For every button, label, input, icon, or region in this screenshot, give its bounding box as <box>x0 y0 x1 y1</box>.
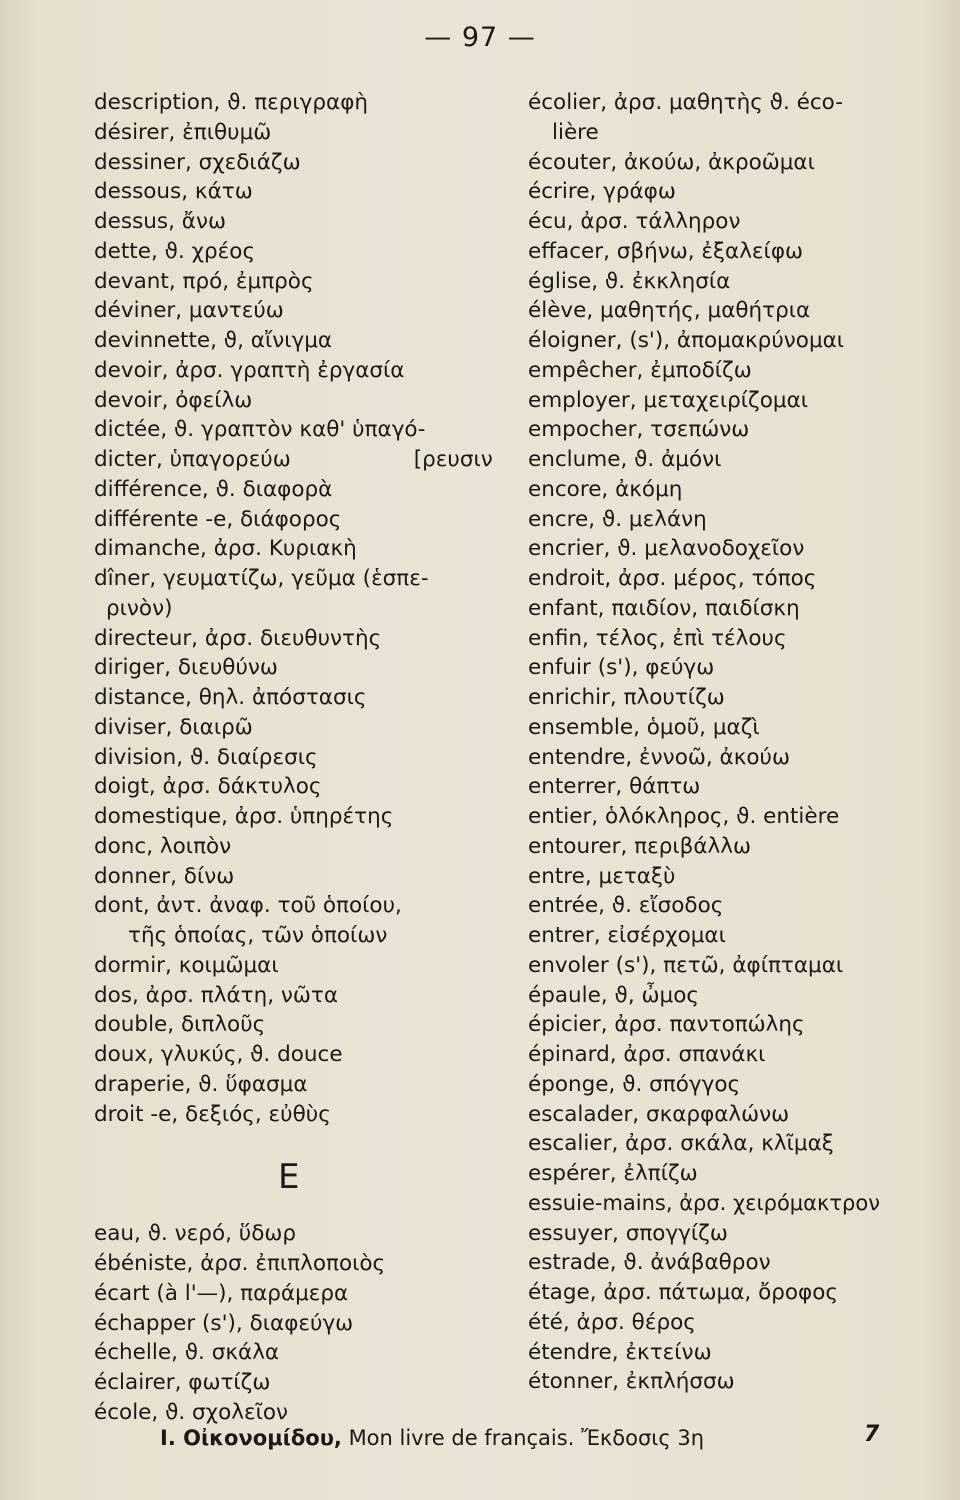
dictionary-entry: directeur, ἀρσ. διευθυντὴς <box>94 625 382 651</box>
dictionary-entry: dimanche, ἀρσ. Κυριακὴ <box>94 536 357 562</box>
dictionary-entry: école, ϑ. σχολεῖον <box>94 1399 289 1425</box>
dictionary-entry: droit -e, δεξιός, εὐθὺς <box>94 1101 331 1127</box>
entries-d-list <box>94 88 494 1129</box>
dictionary-entry: différence, ϑ. διαφορὰ <box>94 476 333 502</box>
dictionary-entry: enterrer, θάπτω <box>528 774 701 800</box>
dictionary-entry: escalier, ἀρσ. σκάλα, κλῖμαξ <box>528 1131 834 1157</box>
dictionary-entry: élève, μαθητής, μαθήτρια <box>528 298 811 324</box>
dictionary-entry: écouter, ἀκούω, ἀκροῶμαι <box>528 149 815 175</box>
dictionary-entry: dictée, ϑ. γραπτὸν καθ' ὑπαγό- <box>94 417 426 443</box>
dictionary-entry: été, ἀρσ. θέρος <box>528 1309 696 1335</box>
dictionary-entry: envoler (s'), πετῶ, ἀφίπταμαι <box>528 952 844 978</box>
dictionary-entry-continuation: τῆς ὁποίας, τῶν ὁποίων <box>128 923 388 948</box>
dictionary-entry-continuation: ρινὸν) <box>106 595 173 621</box>
dictionary-entry: encrier, ϑ. μελανοδοχεῖον <box>528 536 805 562</box>
dictionary-entry: entrée, ϑ. εἴσοδος <box>528 893 724 919</box>
dictionary-entry: différente -e, διάφορος <box>94 506 342 532</box>
dictionary-entry: ébéniste, ἀρσ. ἐπιπλοποιὸς <box>94 1251 386 1276</box>
dictionary-entry: écart (à l'—), παράμερα <box>94 1280 349 1306</box>
dictionary-entry: étonner, ἐκπλήσσω <box>528 1369 735 1395</box>
dictionary-entry: domestique, ἀρσ. ὑπηρέτης <box>94 804 394 829</box>
dictionary-entry: écu, ἀρσ. τάλληρον <box>528 209 741 234</box>
dictionary-entry: double, διπλοῦς <box>94 1012 266 1038</box>
section-letter-e: E <box>278 1157 300 1198</box>
dictionary-entry: empêcher, ἐμποδίζω <box>528 357 752 383</box>
dictionary-entry: enfant, παιδίον, παιδίσκη <box>528 595 800 621</box>
footer-edition: Ἔκδοσις 3η <box>581 1426 705 1450</box>
dictionary-entry: draperie, ϑ. ὕφασμα <box>94 1071 308 1097</box>
dictionary-entry: église, ϑ. ἐκκλησία <box>528 268 731 294</box>
dictionary-entry: diviser, διαιρῶ <box>94 714 253 740</box>
dictionary-entry: essuyer, σπογγίζω <box>528 1220 728 1246</box>
dictionary-entry: diriger, διευθύνω <box>94 655 278 681</box>
dictionary-entry: donc, λοιπὸν <box>94 833 232 859</box>
dictionary-entry: dîner, γευματίζω, γεῦμα (ἑσπε- <box>94 566 429 591</box>
dictionary-entry: dessiner, σχεδιάζω <box>94 149 301 175</box>
dictionary-entry: dont, ἀντ. ἀναφ. τοῦ ὁποίου, <box>94 893 402 919</box>
dictionary-entry: eau, ϑ. νερό, ὕδωρ <box>94 1221 297 1247</box>
dictionary-entry: entrer, εἰσέρχομαι <box>528 923 726 948</box>
dictionary-entry: éloigner, (s'), ἀπομακρύνομαι <box>528 328 845 353</box>
dictionary-entry: devinnette, ϑ, αἴνιγμα <box>94 328 333 353</box>
entries-e-list <box>94 1219 494 1427</box>
left-column <box>94 88 494 1428</box>
dictionary-entry: épaule, ϑ, ὦμος <box>528 982 699 1008</box>
dictionary-entry: dette, ϑ. χρέος <box>94 238 256 264</box>
dictionary-entry: donner, δίνω <box>94 863 235 889</box>
dictionary-entry: dos, ἀρσ. πλάτη, νῶτα <box>94 982 338 1008</box>
dictionary-entry: dicter, ὑπαγορεύω [ρευσιν <box>94 447 493 472</box>
dictionary-entry: déviner, μαντεύω <box>94 298 284 324</box>
right-column <box>528 88 928 1397</box>
dictionary-entry: éclairer, φωτίζω <box>94 1370 271 1395</box>
dictionary-entry: endroit, ἀρσ. μέρος, τόπος <box>528 566 817 591</box>
dictionary-entry: devoir, ὀφείλω <box>94 387 253 413</box>
dictionary-entry: division, ϑ. διαίρεσις <box>94 744 318 770</box>
footer-book-title: Mon livre de français. <box>348 1426 575 1450</box>
dictionary-entry: empocher, τσεπώνω <box>528 417 750 443</box>
dictionary-entry: étendre, ἐκτείνω <box>528 1339 712 1365</box>
footer-author: I. Οἰκονομίδου, <box>160 1426 342 1450</box>
dictionary-entry: effacer, σβήνω, ἐξαλείφω <box>528 238 804 264</box>
dictionary-entry: épicier, ἀρσ. παντοπώλης <box>528 1012 805 1038</box>
dictionary-entry: dessus, ἄνω <box>94 209 226 234</box>
dictionary-entry: échapper (s'), διαφεύγω <box>94 1310 354 1336</box>
dictionary-entry: encre, ϑ. μελάνη <box>528 506 707 532</box>
dictionary-entry: entendre, ἐννοῶ, ἀκούω <box>528 744 790 770</box>
dictionary-entry: dormir, κοιμῶμαι <box>94 952 279 978</box>
dictionary-entry: devant, πρό, ἐμπρὸς <box>94 268 314 294</box>
dictionary-entry: ensemble, ὁμοῦ, μαζὶ <box>528 714 760 740</box>
dictionary-entry: épinard, ἀρσ. σπανάκι <box>528 1042 766 1067</box>
dictionary-entry: étage, ἀρσ. πάτωμα, ὄροφος <box>528 1280 838 1305</box>
dictionary-entry: escalader, σκαρφαλώνω <box>528 1101 790 1127</box>
dictionary-entry: dessous, κάτω <box>94 179 253 205</box>
dictionary-entry: éponge, ϑ. σπόγγος <box>528 1071 741 1097</box>
dictionary-entry: estrade, ϑ. ἀνάβαθρον <box>528 1250 771 1276</box>
dictionary-entry: doux, γλυκύς, ϑ. douce <box>94 1042 343 1067</box>
dictionary-entry: écrire, γράφω <box>528 179 676 205</box>
dictionary-entry: doigt, ἀρσ. δάκτυλος <box>94 774 322 800</box>
dictionary-entry: entourer, περιβάλλω <box>528 833 751 859</box>
dictionary-entry: distance, θηλ. ἀπόστασις <box>94 685 367 710</box>
dictionary-entry: espérer, ἐλπίζω <box>528 1161 698 1186</box>
dictionary-entry-continuation: lière <box>552 119 599 145</box>
footer-imprint <box>160 1426 880 1450</box>
dictionary-entry: enfuir (s'), φεύγω <box>528 655 715 681</box>
dictionary-entry: employer, μεταχειρίζομαι <box>528 387 809 413</box>
signature-mark: 7 <box>864 1422 880 1447</box>
dictionary-entry: désirer, ἐπιθυμῶ <box>94 119 272 145</box>
dictionary-entry: devoir, ἀρσ. γραπτὴ ἐργασία <box>94 357 405 383</box>
dictionary-entry: entier, ὁλόκληρος, ϑ. entière <box>528 804 840 829</box>
dictionary-entry: enclume, ϑ. ἀμόνι <box>528 447 722 472</box>
page-number: — 97 — <box>424 22 536 53</box>
dictionary-entry: enrichir, πλουτίζω <box>528 685 725 710</box>
dictionary-entry: essuie-mains, ἀρσ. χειρόμακτρον <box>528 1190 880 1215</box>
dictionary-entry: échelle, ϑ. σκάλα <box>94 1340 280 1366</box>
dictionary-entry: entre, μεταξὺ <box>528 863 676 889</box>
dictionary-entry: encore, ἀκόμη <box>528 476 683 502</box>
dictionary-entry: enfin, τέλος, ἐπὶ τέλους <box>528 625 787 651</box>
dictionary-entry: écolier, ἀρσ. μαθητὴς ϑ. éco- <box>528 90 843 115</box>
dictionary-entry: description, ϑ. περιγραφὴ <box>94 90 369 115</box>
